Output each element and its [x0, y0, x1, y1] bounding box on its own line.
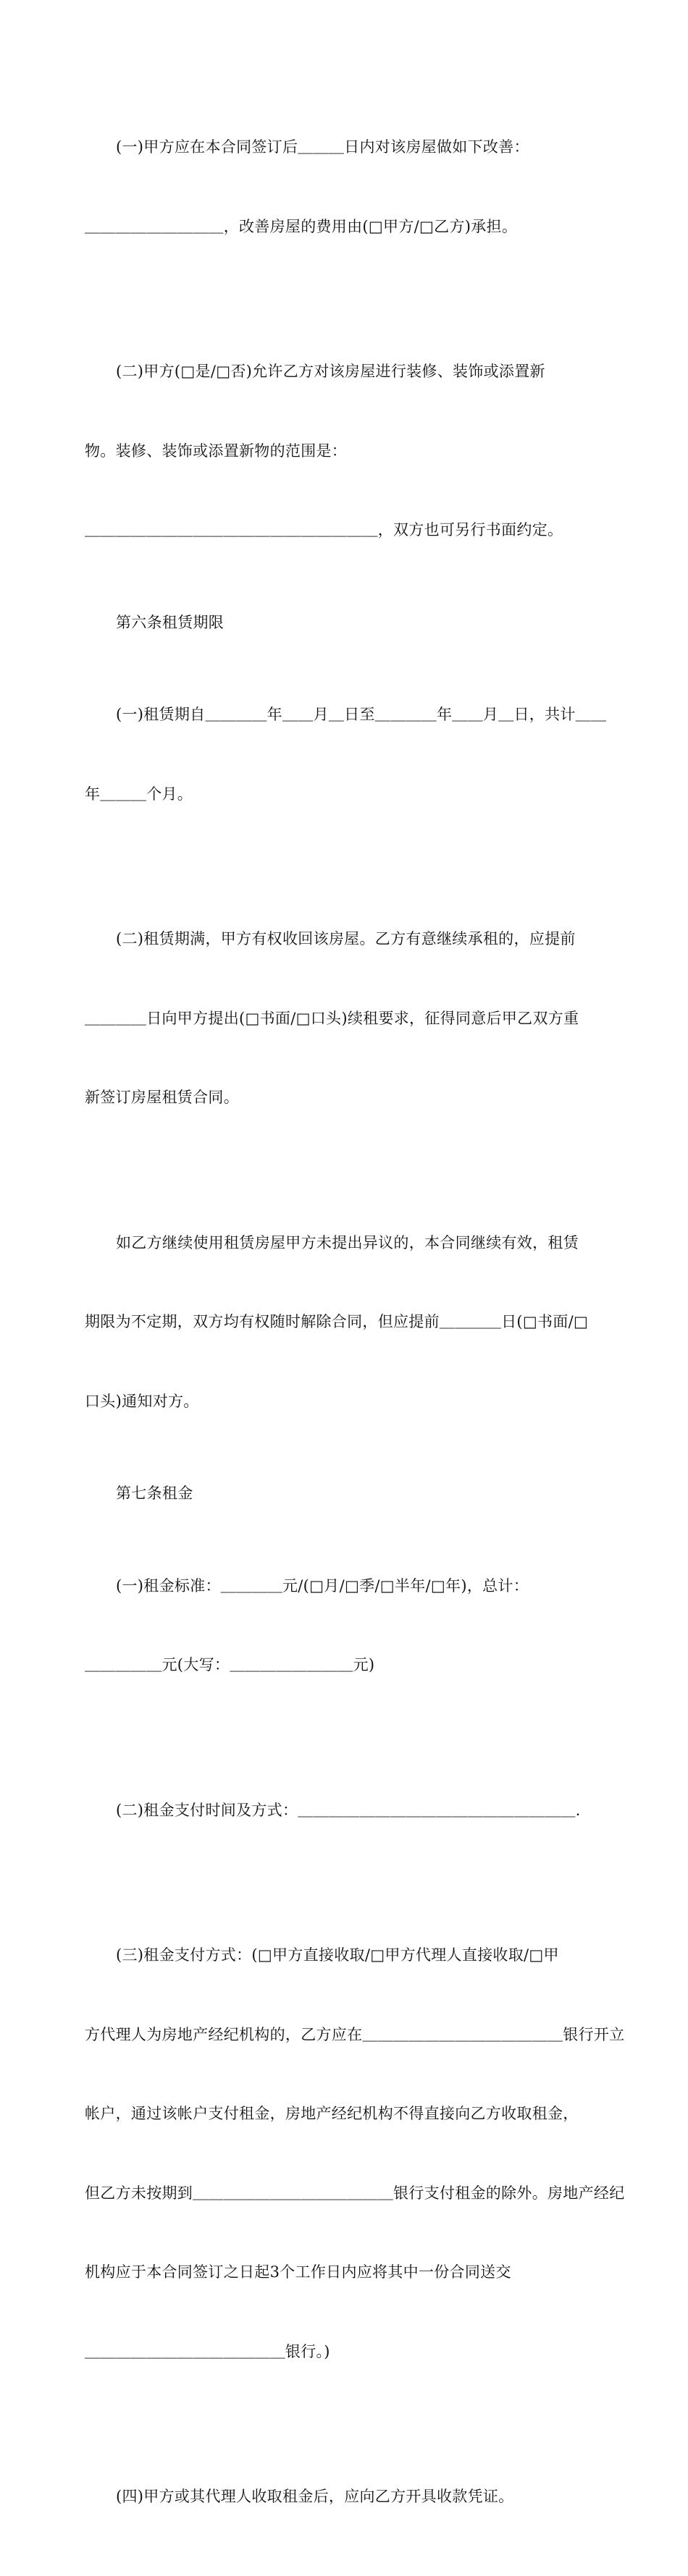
clause-7-4-receipt — [85, 2431, 603, 2563]
text-line: (三)租金支付方式：(□甲方直接收取/□甲方代理人直接收取/□甲 — [116, 1946, 559, 1964]
text-line: (一)租金标准：＿＿＿＿元/(□月/□季/□半年/□年)，总计： — [116, 1576, 529, 1595]
text-line: ＿＿＿＿＿＿＿＿＿，改善房屋的费用由(□甲方/□乙方)承担。 — [85, 217, 518, 235]
document-page — [85, 81, 625, 2576]
text-line: ＿＿＿＿日向甲方提出(□书面/□口头)续租要求，征得同意后甲乙双方重 — [85, 1009, 579, 1027]
text-line: 新签订房屋租赁合同。 — [85, 1089, 239, 1106]
text-line: 年＿＿＿个月。 — [85, 785, 193, 803]
text-line: (二)租赁期满，甲方有权收回该房屋。乙方有意继续承租的，应提前 — [116, 930, 576, 947]
text-line: 期限为不定期，双方均有权随时解除合同，但应提前＿＿＿＿日(□书面/□ — [85, 1313, 589, 1330]
clause-6-indefinite-term — [85, 1177, 603, 1468]
text-line: 机构应于本合同签订之日起3个工作日内应将其中一份合同送交 — [85, 2263, 511, 2281]
text-line: 物。装修、装饰或添置新物的范围是： — [85, 442, 348, 460]
text-line: (一)租赁期自＿＿＿＿年＿＿月＿日至＿＿＿＿年＿＿月＿日，共计＿＿ — [116, 706, 607, 723]
text-line: (二)租金支付时间及方式：＿＿＿＿＿＿＿＿＿＿＿＿＿＿＿＿＿＿. — [116, 1801, 581, 1819]
clause-6-1-lease-term — [85, 649, 607, 860]
article-7-heading — [85, 1480, 603, 1507]
text-line: 帐户，通过该帐户支付租金，房地产经纪机构不得直接向乙方收取租金， — [85, 2105, 579, 2122]
text-line: 但乙方未按期到＿＿＿＿＿＿＿＿＿＿＿＿＿银行支付租金的除外。房地产经纪 — [85, 2184, 625, 2202]
clause-5-1-improvement — [85, 81, 603, 292]
clause-6-2-renewal — [85, 873, 603, 1164]
text-line: ＿＿＿＿＿＿＿＿＿＿＿＿＿＿＿＿＿＿＿，双方也可另行书面约定。 — [85, 521, 563, 539]
text-line: (二)甲方(□是/□否)允许乙方对该房屋进行装修、装饰或添置新 — [116, 363, 545, 380]
text-line: 方代理人为房地产经纪机构的，乙方应在＿＿＿＿＿＿＿＿＿＿＿＿＿银行开立 — [85, 2025, 625, 2043]
clause-5-2-decoration — [85, 305, 603, 596]
clause-7-1-rent-standard — [85, 1520, 603, 1731]
text-line: 如乙方继续使用租赁房屋甲方未提出异议的，本合同继续有效，租赁 — [116, 1233, 579, 1251]
text-line: 口头)通知对方。 — [85, 1392, 199, 1410]
clause-7-2-payment-time — [85, 1744, 603, 1877]
heading-text: 第七条租金 — [116, 1485, 193, 1502]
text-line: (四)甲方或其代理人收取租金后，应向乙方开具收款凭证。 — [116, 2488, 514, 2505]
text-line: ＿＿＿＿＿＿＿＿＿＿＿＿＿银行。) — [85, 2342, 330, 2360]
text-line: (一)甲方应在本合同签订后＿＿＿日内对该房屋做如下改善： — [116, 138, 529, 156]
clause-7-3-payment-method — [85, 1889, 625, 2417]
heading-text: 第六条租赁期限 — [116, 613, 225, 631]
text-line: ＿＿＿＿＿元(大写：＿＿＿＿＿＿＿＿元) — [85, 1656, 375, 1673]
article-6-heading — [85, 609, 603, 636]
